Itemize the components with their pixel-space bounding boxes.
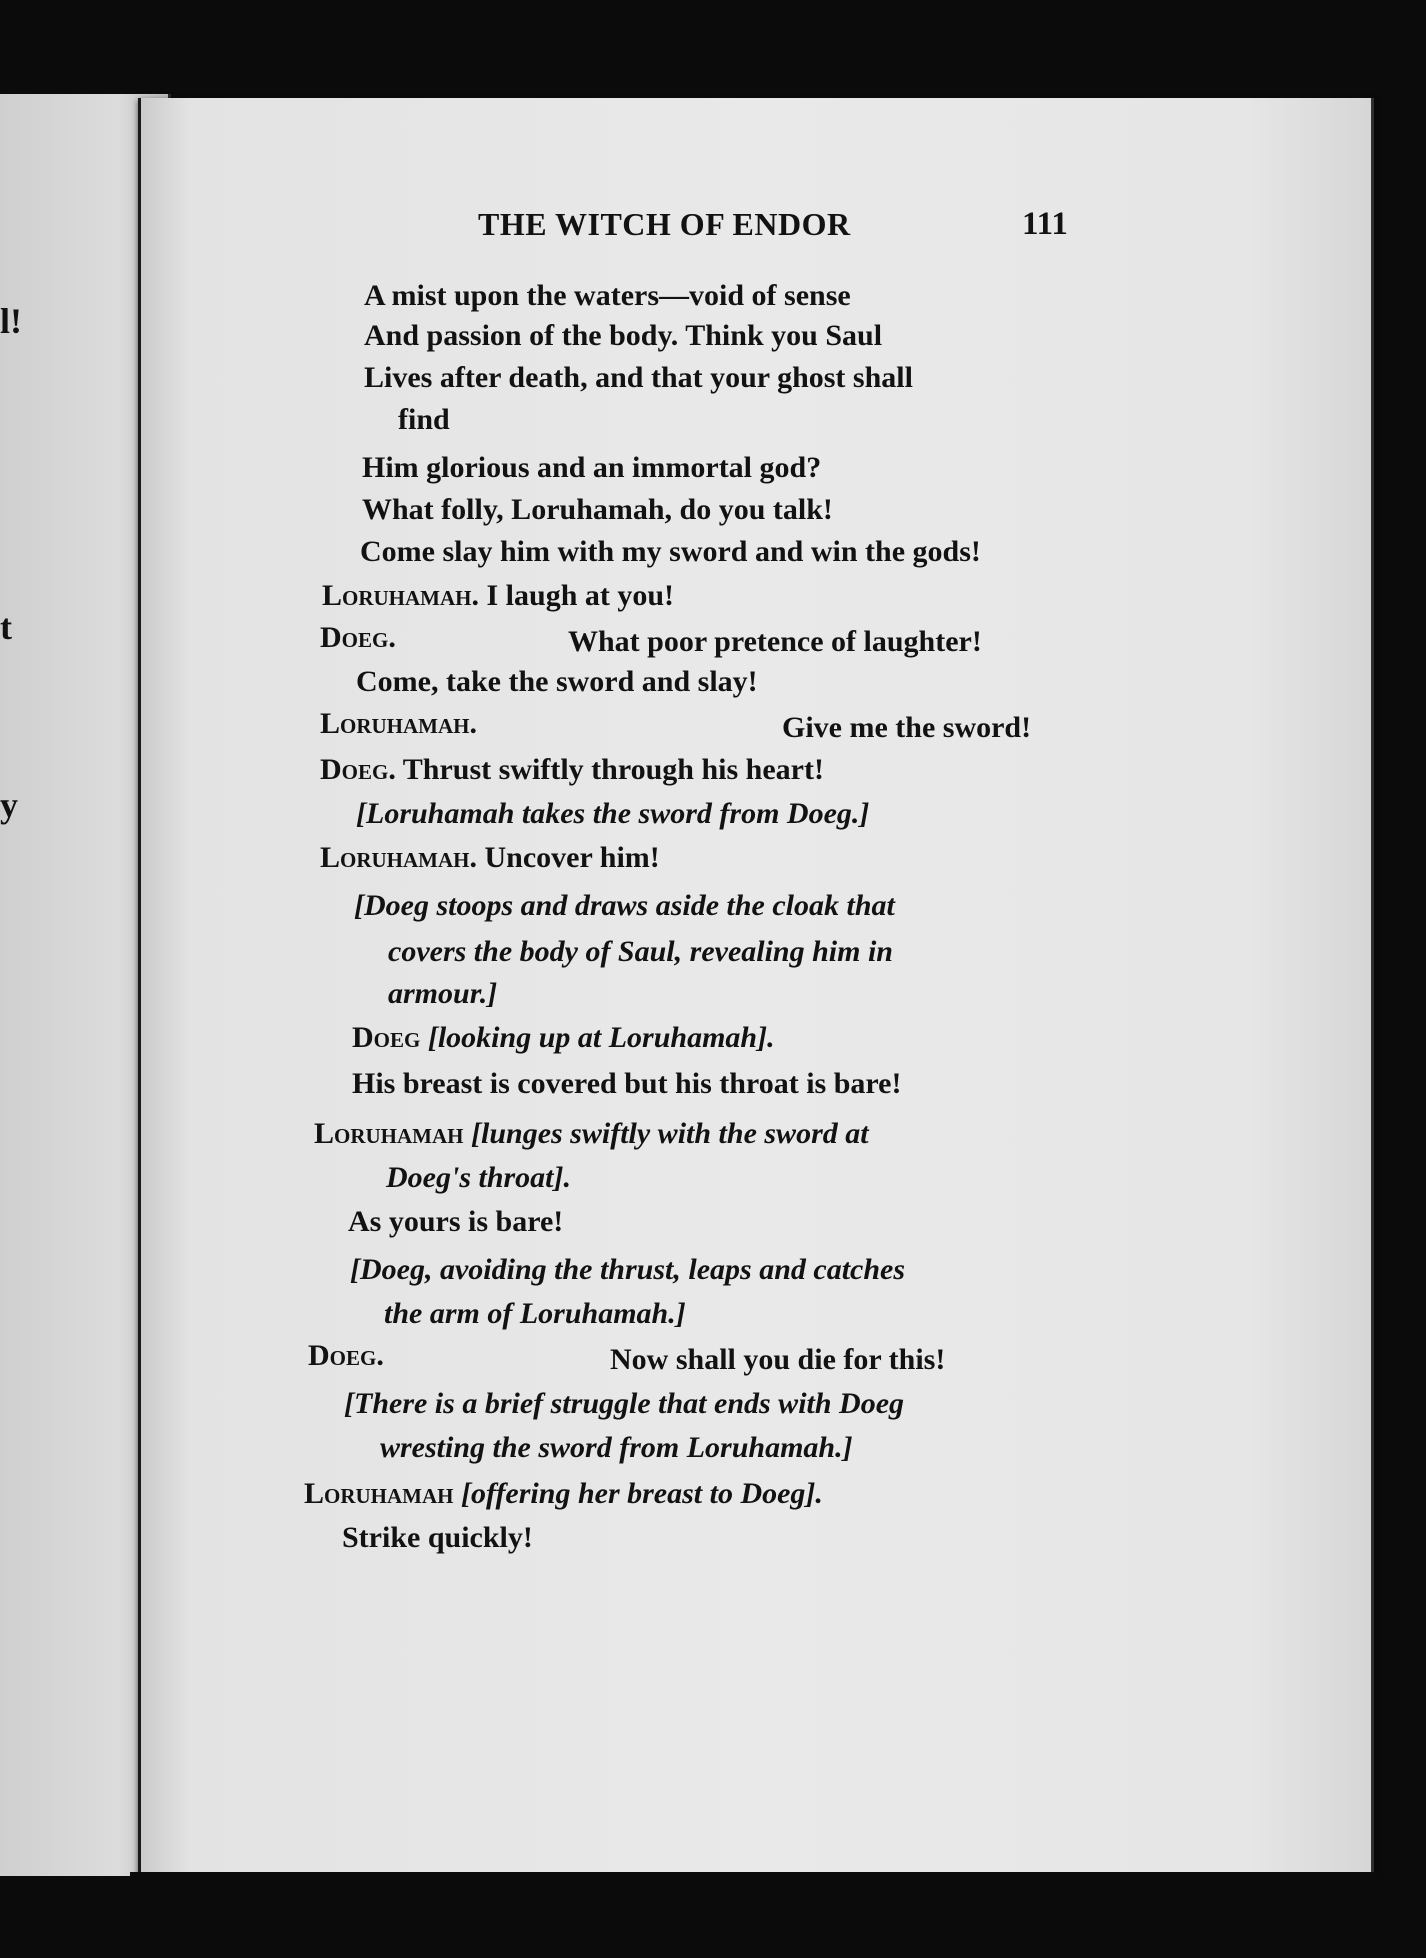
stage-direction: [Doeg, avoiding the thrust, leaps and catches: [350, 1253, 906, 1286]
verse-line: His breast is covered but his throat is bare!: [352, 1067, 902, 1100]
dialogue-line: [304, 1476, 823, 1512]
stage-direction: [Loruhamah takes the sword from Doeg.]: [356, 797, 870, 830]
speaker-name: Loruhamah: [304, 1477, 454, 1510]
speaker-name: Doeg: [352, 1021, 421, 1054]
left-page-fragment: y: [0, 785, 18, 825]
left-page-fragment: l!: [0, 301, 22, 341]
stage-direction: [looking up at Loruhamah].: [420, 1021, 775, 1054]
page-number: 111: [1022, 206, 1068, 242]
verse-line: Come, take the sword and slay!: [356, 665, 758, 698]
dialogue-line: [322, 578, 674, 614]
dialogue-line: [320, 840, 660, 876]
dialogue-text: I laugh at you!: [479, 579, 675, 612]
running-header-title: THE WITCH OF ENDOR: [478, 206, 851, 242]
dialogue-text: What poor pretence of laughter!: [568, 625, 982, 658]
speaker-name: Loruhamah: [314, 1117, 464, 1150]
speaker-name: Loruhamah.: [322, 579, 479, 612]
dialogue-line: [308, 1338, 384, 1374]
dialogue-text: Now shall you die for this!: [610, 1343, 946, 1376]
verse-line: Come slay him with my sword and win the gods!: [360, 535, 981, 568]
verse-line: As yours is bare!: [348, 1205, 564, 1238]
dialogue-line: [320, 706, 477, 742]
stage-direction: [Doeg stoops and draws aside the cloak that: [354, 889, 895, 922]
verse-line: Strike quickly!: [342, 1521, 533, 1554]
stage-direction: wresting the sword from Loruhamah.]: [380, 1431, 853, 1464]
stage-direction: the arm of Loruhamah.]: [384, 1297, 686, 1330]
dialogue-line: [320, 620, 396, 656]
verse-line: What folly, Loruhamah, do you talk!: [362, 493, 833, 526]
verse-line: Lives after death, and that your ghost shall: [364, 361, 913, 394]
verse-line: And passion of the body. Think you Saul: [364, 319, 883, 352]
dialogue-text: Give me the sword!: [782, 711, 1032, 744]
dialogue-line: [320, 752, 824, 788]
verse-line: A mist upon the waters—void of sense: [364, 279, 851, 312]
dialogue-line: [314, 1116, 869, 1152]
dialogue-text: Thrust swiftly through his heart!: [395, 753, 824, 786]
speaker-name: Doeg.: [320, 753, 396, 786]
scan-border: [130, 1872, 1376, 1958]
stage-direction: [There is a brief struggle that ends with Doeg: [344, 1387, 905, 1420]
speaker-name: Doeg.: [320, 621, 396, 654]
stage-direction: [lunges swiftly with the sword at: [463, 1117, 869, 1150]
speaker-name: Loruhamah.: [320, 707, 477, 740]
speaker-name: Loruhamah.: [320, 841, 477, 874]
left-page-fragment: t: [0, 607, 12, 647]
speaker-name: Doeg.: [308, 1339, 384, 1372]
stage-direction: covers the body of Saul, revealing him in: [388, 935, 893, 968]
stage-direction: armour.]: [388, 977, 498, 1010]
stage-direction: Doeg's throat].: [386, 1161, 572, 1194]
verse-line-continuation: find: [398, 403, 450, 436]
verse-line: Him glorious and an immortal god?: [362, 451, 822, 484]
dialogue-text: Uncover him!: [477, 841, 660, 874]
dialogue-line: [352, 1020, 775, 1056]
stage-direction: [offering her breast to Doeg].: [453, 1477, 823, 1510]
